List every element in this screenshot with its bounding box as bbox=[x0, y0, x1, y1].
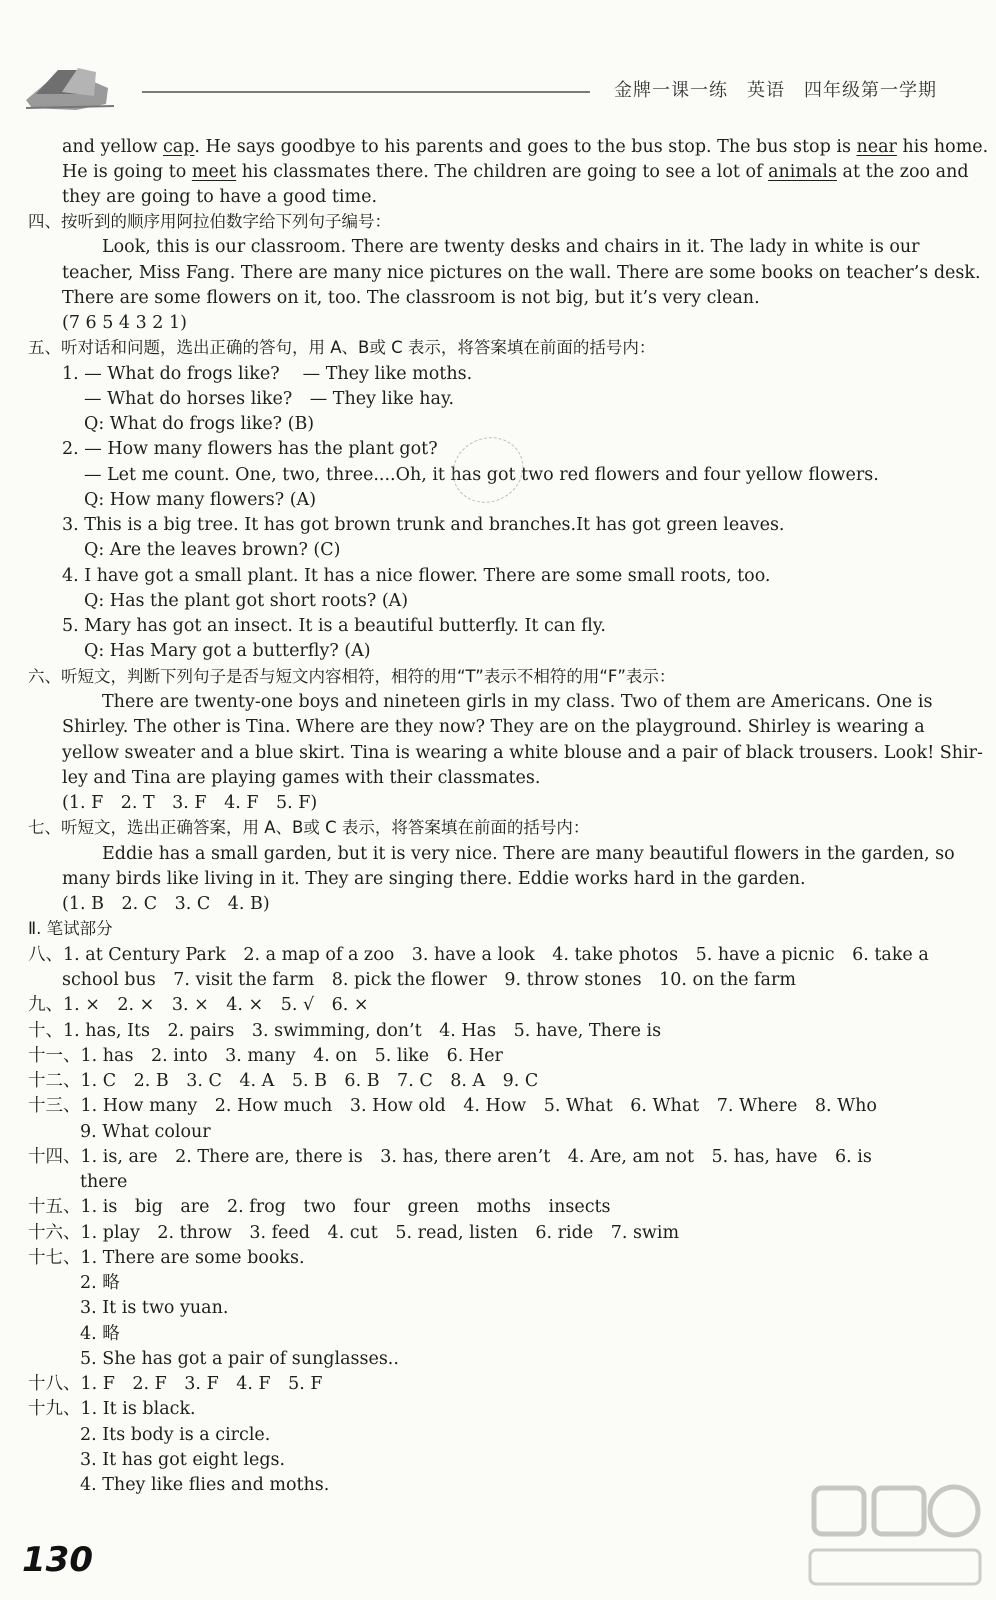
text-line: 1. — What do frogs like? — They like moths. bbox=[62, 364, 473, 384]
answer-line: 十、1. has, Its 2. pairs 3. swimming, don’t 4. Has 5. have, There is bbox=[28, 1021, 662, 1041]
text-line bbox=[62, 136, 988, 158]
question-line: Q: Are the leaves brown? (C) bbox=[84, 540, 341, 560]
text-segment: at the zoo and bbox=[836, 162, 969, 182]
text-line: they are going to have a good time. bbox=[62, 187, 378, 207]
answer-line: 十七、1. There are some books. bbox=[28, 1248, 305, 1268]
question-line: Q: Has Mary got a butterfly? (A) bbox=[84, 641, 371, 661]
text-line: There are twenty-one boys and nineteen girls in my class. Two of them are Americans. One is bbox=[102, 692, 933, 712]
text-segment: and yellow bbox=[62, 137, 163, 157]
page-number: 130 bbox=[22, 1540, 93, 1580]
text-segment: . He says goodbye to his parents and goes to the bus stop. The bus stop is bbox=[194, 137, 857, 157]
answer-line: 十四、1. is, are 2. There are, there is 3. has, there aren’t 4. Are, am not 5. has, have 6. is bbox=[28, 1147, 872, 1167]
text-line: 4. I have got a small plant. It has a nice flower. There are some small roots, too. bbox=[62, 566, 771, 586]
text-line: many birds like living in it. They are singing there. Eddie works hard in the garden. bbox=[62, 869, 806, 889]
text-line: There are some flowers on it, too. The classroom is not big, but it’s very clean. bbox=[62, 288, 760, 308]
question-line: Q: How many flowers? (A) bbox=[84, 490, 317, 510]
text-line: 2. — How many flowers has the plant got? bbox=[62, 439, 438, 459]
section-heading-6: 六、听短文，判断下列句子是否与短文内容相符，相符的用“T”表示不相符的用“F”表示： bbox=[28, 667, 676, 686]
answer-line: 十三、1. How many 2. How much 3. How old 4. How 5. What 6. What 7. Where 8. Who bbox=[28, 1096, 877, 1116]
text-line: Eddie has a small garden, but it is very nice. There are many beautiful flowers in the garden, so bbox=[102, 844, 955, 864]
answer-line: (1. B 2. C 3. C 4. B) bbox=[62, 894, 270, 914]
answer-line: 十八、1. F 2. F 3. F 4. F 5. F bbox=[28, 1374, 323, 1394]
answer-line: (1. F 2. T 3. F 4. F 5. F) bbox=[62, 793, 318, 813]
answer-line: 十一、1. has 2. into 3. many 4. on 5. like 6. Her bbox=[28, 1046, 503, 1066]
answer-line: 3. It is two yuan. bbox=[80, 1298, 229, 1318]
section-heading-4: 四、按听到的顺序用阿拉伯数字给下列句子编号： bbox=[28, 212, 391, 231]
text-segment: his home. bbox=[896, 137, 989, 157]
answer-line: 九、1. × 2. × 3. × 4. × 5. √ 6. × bbox=[28, 995, 369, 1015]
text-segment: He is going to bbox=[62, 162, 192, 182]
question-line: Q: Has the plant got short roots? (A) bbox=[84, 591, 409, 611]
answer-line: 4. They like flies and moths. bbox=[80, 1475, 330, 1495]
underlined-word: cap bbox=[162, 137, 195, 157]
section-heading-written: Ⅱ. 笔试部分 bbox=[28, 919, 113, 938]
question-line: Q: What do frogs like? (B) bbox=[84, 414, 315, 434]
answer-line: 4. 略 bbox=[80, 1324, 120, 1344]
header-title: 金牌一课一练 英语 四年级第一学期 bbox=[614, 80, 937, 101]
text-line: Shirley. The other is Tina. Where are they now? They are on the playground. Shirley is wearing a bbox=[62, 717, 925, 737]
answer-line: 十九、1. It is black. bbox=[28, 1399, 196, 1419]
text-line: — What do horses like? — They like hay. bbox=[84, 389, 455, 409]
underlined-word: meet bbox=[191, 162, 237, 182]
watermark-logo bbox=[800, 1478, 990, 1598]
text-line: — Let me count. One, two, three....Oh, it has got two red flowers and four yellow flowers. bbox=[84, 465, 879, 485]
answer-line: (7 6 5 4 3 2 1) bbox=[62, 313, 187, 333]
text-line: ley and Tina are playing games with their classmates. bbox=[62, 768, 541, 788]
answer-line: 十五、1. is big are 2. frog two four green moths insects bbox=[28, 1197, 611, 1217]
text-line: yellow sweater and a blue skirt. Tina is wearing a white blouse and a pair of black trousers. Look! Shir- bbox=[62, 743, 983, 763]
text-line bbox=[62, 161, 969, 183]
answer-line: 十六、1. play 2. throw 3. feed 4. cut 5. read, listen 6. ride 7. swim bbox=[28, 1223, 680, 1243]
answer-line: 2. Its body is a circle. bbox=[80, 1425, 271, 1445]
answer-line: 八、1. at Century Park 2. a map of a zoo 3. have a look 4. take photos 5. have a picnic 6. take a bbox=[28, 945, 929, 965]
answer-line: there bbox=[80, 1172, 128, 1192]
answer-line: 十二、1. C 2. B 3. C 4. A 5. B 6. B 7. C 8. A 9. C bbox=[28, 1071, 539, 1091]
text-line: 5. Mary has got an insect. It is a beautiful butterfly. It can fly. bbox=[62, 616, 606, 636]
text-line: 3. This is a big tree. It has got brown trunk and branches.It has got green leaves. bbox=[62, 515, 785, 535]
answer-line: 5. She has got a pair of sunglasses.. bbox=[80, 1349, 399, 1369]
answer-line: 3. It has got eight legs. bbox=[80, 1450, 286, 1470]
answer-line: 9. What colour bbox=[80, 1122, 211, 1142]
page-header bbox=[0, 0, 996, 120]
book-stack-icon bbox=[22, 64, 122, 114]
section-heading-5: 五、听对话和问题，选出正确的答句，用 A、B或 C 表示，将答案填在前面的括号内： bbox=[28, 338, 656, 357]
text-line: teacher, Miss Fang. There are many nice pictures on the wall. There are some books on teacher’s desk. bbox=[62, 263, 981, 283]
header-rule bbox=[142, 91, 590, 93]
underlined-word: animals bbox=[768, 162, 837, 182]
text-line: Look, this is our classroom. There are twenty desks and chairs in it. The lady in white is our bbox=[102, 237, 920, 257]
answer-line: 2. 略 bbox=[80, 1273, 120, 1293]
underlined-word: near bbox=[856, 137, 897, 157]
stamp-seal bbox=[442, 426, 534, 514]
answer-line: school bus 7. visit the farm 8. pick the flower 9. throw stones 10. on the farm bbox=[62, 970, 796, 990]
text-segment: his classmates there. The children are going to see a lot of bbox=[236, 162, 769, 182]
section-heading-7: 七、听短文，选出正确答案，用 A、B或 C 表示，将答案填在前面的括号内： bbox=[28, 818, 590, 837]
